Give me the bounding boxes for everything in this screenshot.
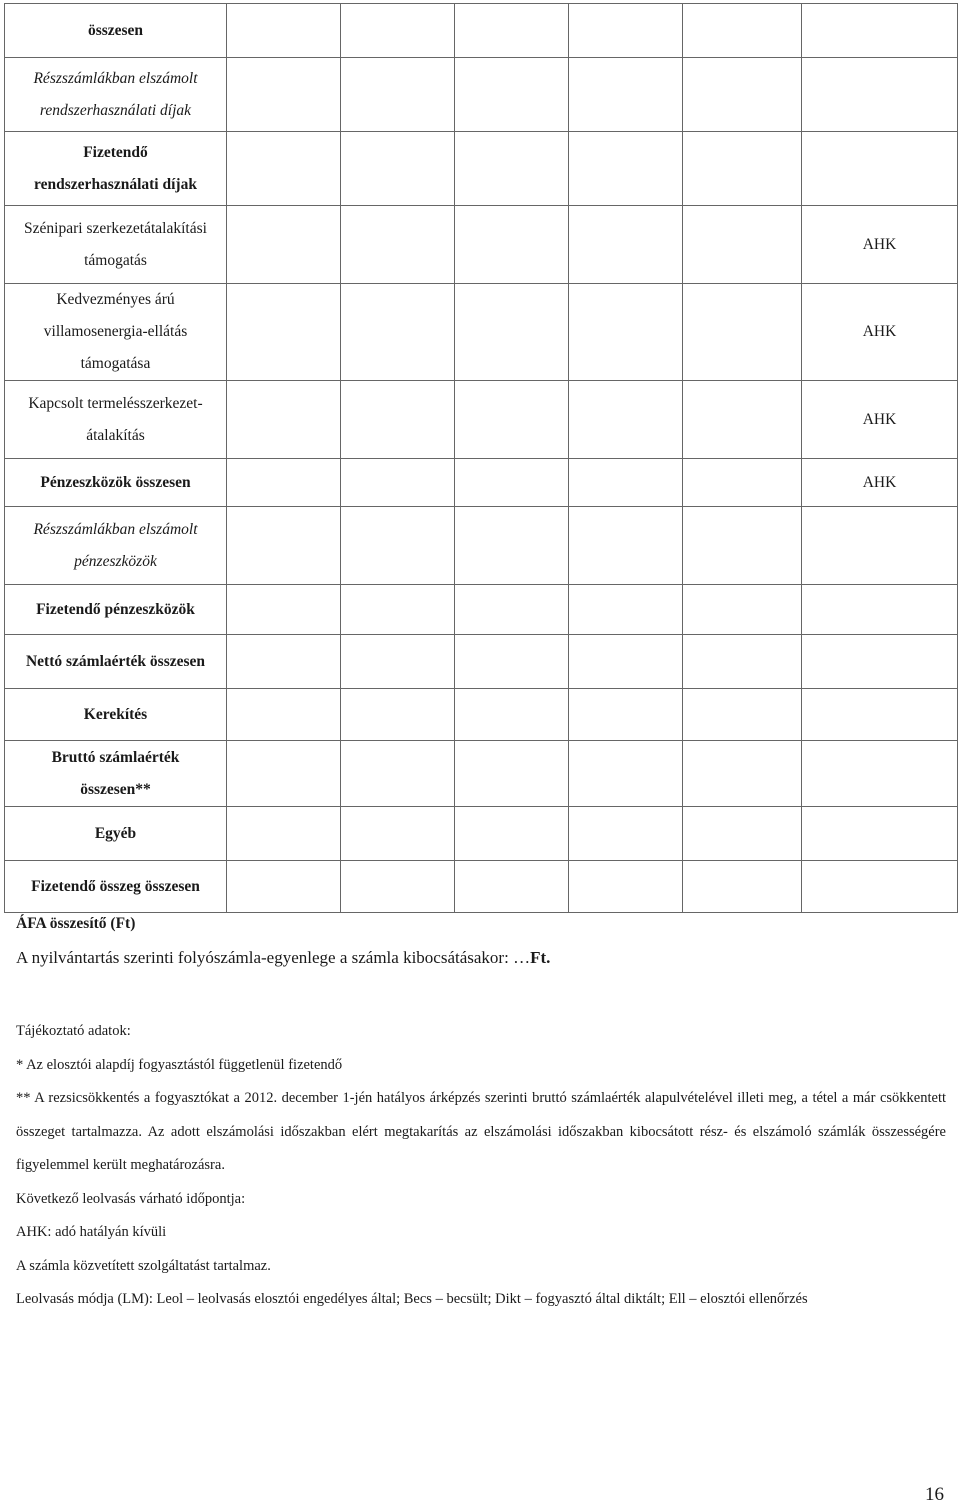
value-cell xyxy=(683,381,802,459)
row-label-line: támogatása xyxy=(80,355,151,372)
value-cell xyxy=(683,689,802,741)
ahk-cell xyxy=(802,58,958,132)
value-cell xyxy=(455,507,569,585)
row-label xyxy=(5,507,227,585)
note-reading-methods: Leolvasás módja (LM): Leol – leolvasás elosztói engedélyes által; Becs – becsült; Dikt – fogyasztó által diktált; Ell – elosztói ellenőrzés xyxy=(16,1291,808,1307)
row-label-line: összesen xyxy=(87,21,144,39)
row-label-line: Kerekítés xyxy=(83,705,148,723)
value-cell xyxy=(227,861,341,913)
row-label-line: Kedvezményes árú xyxy=(56,291,175,308)
value-cell xyxy=(341,206,455,284)
ahk-cell xyxy=(802,4,958,58)
value-cell xyxy=(341,861,455,913)
table-row xyxy=(5,635,958,689)
value-cell xyxy=(455,807,569,861)
notes-section xyxy=(16,1015,946,1317)
value-cell xyxy=(227,741,341,807)
value-cell xyxy=(455,689,569,741)
value-cell xyxy=(227,206,341,284)
value-cell xyxy=(227,507,341,585)
ahk-cell xyxy=(802,585,958,635)
ahk-cell: AHK xyxy=(802,459,958,507)
value-cell xyxy=(455,381,569,459)
value-cell xyxy=(341,4,455,58)
value-cell xyxy=(569,741,683,807)
row-label xyxy=(5,381,227,459)
value-cell xyxy=(227,381,341,459)
value-cell xyxy=(227,585,341,635)
value-cell xyxy=(683,585,802,635)
value-cell xyxy=(683,4,802,58)
value-cell xyxy=(569,635,683,689)
row-label xyxy=(5,689,227,741)
value-cell xyxy=(569,585,683,635)
row-label-line: rendszerhasználati díjak xyxy=(39,101,192,119)
table-row xyxy=(5,807,958,861)
table-row xyxy=(5,507,958,585)
row-label xyxy=(5,585,227,635)
ahk-cell xyxy=(802,807,958,861)
value-cell xyxy=(683,284,802,381)
value-cell xyxy=(341,689,455,741)
value-cell xyxy=(341,132,455,206)
value-cell xyxy=(227,459,341,507)
value-cell xyxy=(455,861,569,913)
row-label-line: Fizetendő összeg összesen xyxy=(31,877,200,895)
row-label-line: Fizetendő xyxy=(83,143,148,161)
table-row xyxy=(5,689,958,741)
row-label xyxy=(5,132,227,206)
value-cell xyxy=(227,689,341,741)
row-label-line: Pénzeszközök összesen xyxy=(40,473,191,491)
value-cell xyxy=(569,284,683,381)
value-cell xyxy=(683,206,802,284)
account-balance-line xyxy=(16,948,550,968)
ahk-cell xyxy=(802,689,958,741)
value-cell xyxy=(683,861,802,913)
ahk-cell: AHK xyxy=(802,206,958,284)
row-label xyxy=(5,459,227,507)
value-cell xyxy=(455,58,569,132)
page-number: 16 xyxy=(925,1484,944,1505)
table-row xyxy=(5,741,958,807)
value-cell xyxy=(455,4,569,58)
table-row xyxy=(5,861,958,913)
value-cell xyxy=(683,459,802,507)
value-cell xyxy=(227,807,341,861)
value-cell xyxy=(569,689,683,741)
ahk-cell: AHK xyxy=(802,284,958,381)
row-label-line: Részszámlákban elszámolt xyxy=(33,520,198,538)
value-cell xyxy=(569,58,683,132)
value-cell xyxy=(341,507,455,585)
note-next-reading: Következő leolvasás várható időpontja: xyxy=(16,1190,246,1207)
table-row xyxy=(5,4,958,58)
row-label-line: összesen** xyxy=(80,780,151,798)
vat-summary-title: ÁFA összesítő (Ft) xyxy=(16,915,136,932)
row-label xyxy=(5,741,227,807)
value-cell xyxy=(569,459,683,507)
row-label-line: Nettó számlaérték összesen xyxy=(25,652,206,670)
row-label xyxy=(5,807,227,861)
value-cell xyxy=(341,284,455,381)
value-cell xyxy=(455,741,569,807)
row-label-line: Bruttó számlaérték xyxy=(51,748,180,766)
value-cell xyxy=(455,132,569,206)
ahk-cell xyxy=(802,861,958,913)
value-cell xyxy=(227,4,341,58)
notes-heading: Tájékoztató adatok: xyxy=(16,1023,131,1039)
row-label xyxy=(5,58,227,132)
value-cell xyxy=(683,635,802,689)
table-row xyxy=(5,585,958,635)
row-label xyxy=(5,206,227,284)
ahk-cell xyxy=(802,741,958,807)
table-row xyxy=(5,381,958,459)
row-label-line: Részszámlákban elszámolt xyxy=(33,69,198,87)
value-cell xyxy=(341,635,455,689)
row-label xyxy=(5,635,227,689)
ahk-cell: AHK xyxy=(802,381,958,459)
row-label xyxy=(5,861,227,913)
row-label xyxy=(5,4,227,58)
row-label-line: támogatás xyxy=(84,251,147,269)
value-cell xyxy=(227,635,341,689)
value-cell xyxy=(569,381,683,459)
note-ahk-definition: AHK: adó hatályán kívüli xyxy=(16,1224,167,1240)
ahk-cell xyxy=(802,507,958,585)
row-label-line: rendszerhasználati díjak xyxy=(34,175,197,193)
value-cell xyxy=(569,4,683,58)
value-cell xyxy=(341,741,455,807)
row-label xyxy=(5,284,227,381)
value-cell xyxy=(227,284,341,381)
value-cell xyxy=(227,132,341,206)
value-cell xyxy=(341,585,455,635)
account-balance-text: A nyilvántartás szerinti folyószámla-egyenlege a számla kibocsátásakor: … xyxy=(16,948,531,967)
row-label-line: átalakítás xyxy=(86,426,145,444)
table-row xyxy=(5,459,958,507)
row-label-line: Kapcsolt termelésszerkezet- xyxy=(28,394,203,412)
table-row xyxy=(5,132,958,206)
value-cell xyxy=(569,861,683,913)
value-cell xyxy=(569,132,683,206)
value-cell xyxy=(341,807,455,861)
value-cell xyxy=(569,507,683,585)
note-intermediated-service: A számla közvetített szolgáltatást tartalmaz. xyxy=(16,1257,271,1274)
ahk-cell xyxy=(802,132,958,206)
ahk-cell xyxy=(802,635,958,689)
table-row xyxy=(5,58,958,132)
value-cell xyxy=(455,585,569,635)
note-utility-reduction: ** A rezsicsökkentés a fogyasztókat a 2012. december 1-jén hatályos árképzés szerinti bruttó számlaérték alapulvételével illeti meg, a tétel a már csökkentett összeget tartalmazza. Az adott elszámolási időszakban elért megtakarítás az elszámolási időszakban kibocsátott rész- és elszámoló számlák összességére figyelemmel került meghatározásra. xyxy=(16,1090,946,1173)
value-cell xyxy=(569,807,683,861)
value-cell xyxy=(683,741,802,807)
row-label-line: Egyéb xyxy=(94,824,137,842)
value-cell xyxy=(683,132,802,206)
value-cell xyxy=(683,507,802,585)
value-cell xyxy=(455,459,569,507)
row-label-line: villamosenergia-ellátás xyxy=(43,323,188,340)
value-cell xyxy=(227,58,341,132)
value-cell xyxy=(341,58,455,132)
value-cell xyxy=(455,284,569,381)
row-label-line: Fizetendő pénzeszközök xyxy=(36,600,195,618)
note-base-fee: * Az elosztói alapdíj fogyasztástól függetlenül fizetendő xyxy=(16,1056,343,1073)
value-cell xyxy=(683,58,802,132)
invoice-summary-table xyxy=(4,3,958,913)
value-cell xyxy=(341,459,455,507)
value-cell xyxy=(455,206,569,284)
table-row xyxy=(5,284,958,381)
value-cell xyxy=(455,635,569,689)
row-label-line: pénzeszközök xyxy=(74,552,157,570)
value-cell xyxy=(683,807,802,861)
account-balance-unit: Ft. xyxy=(530,948,551,967)
value-cell xyxy=(569,206,683,284)
row-label-line: Szénipari szerkezetátalakítási xyxy=(24,219,207,237)
table-row xyxy=(5,206,958,284)
value-cell xyxy=(341,381,455,459)
